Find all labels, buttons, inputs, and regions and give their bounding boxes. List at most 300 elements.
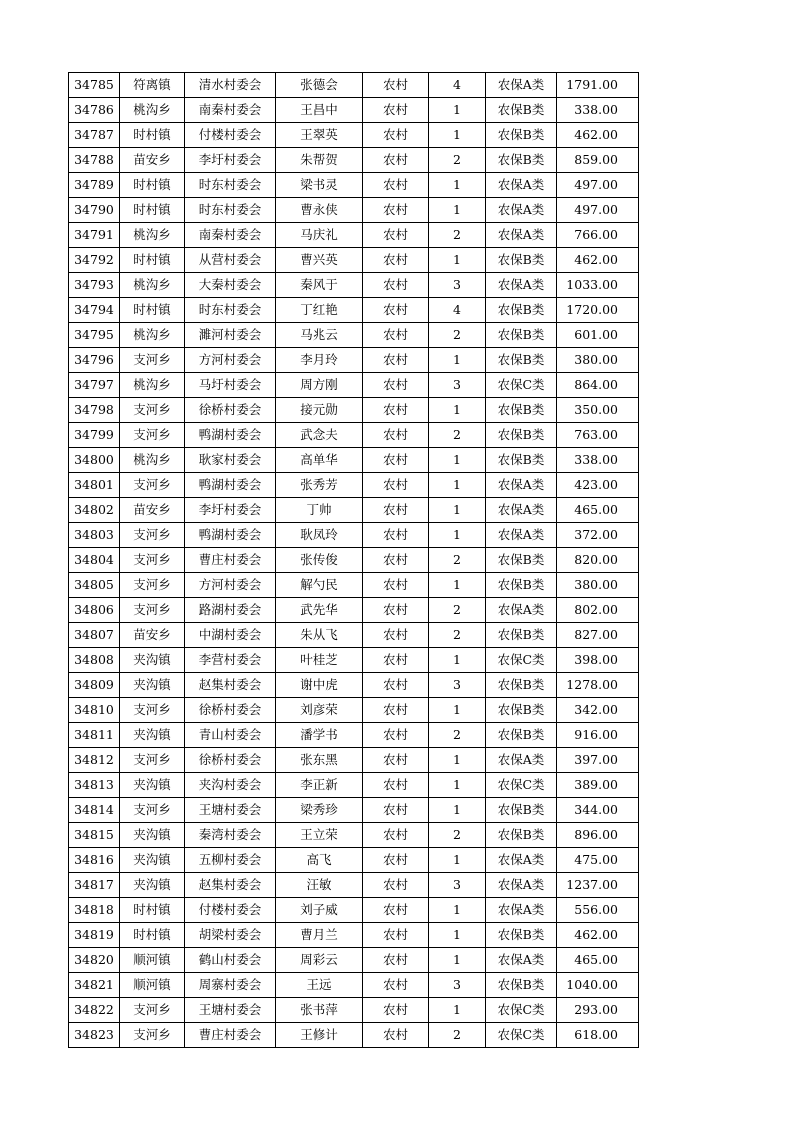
name-cell: 高飞 [276,848,363,873]
table-row [69,748,639,773]
village-committee-cell: 王塘村委会 [185,798,276,823]
village-committee-cell: 五柳村委会 [185,848,276,873]
name-cell: 曹永侠 [276,198,363,223]
amount-cell: 1791.00 [557,73,639,98]
household-size-cell: 2 [429,1023,486,1048]
village-committee-cell: 鸭湖村委会 [185,473,276,498]
household-size-cell: 1 [429,98,486,123]
category-cell: 农村 [363,398,429,423]
household-size-cell: 1 [429,448,486,473]
table-row [69,373,639,398]
insurance-type-cell: 农保C类 [486,373,557,398]
household-size-cell: 2 [429,598,486,623]
household-size-cell: 1 [429,173,486,198]
amount-cell: 398.00 [557,648,639,673]
table-row [69,898,639,923]
record-number-cell: 34808 [69,648,120,673]
name-cell: 王翠英 [276,123,363,148]
amount-cell: 293.00 [557,998,639,1023]
village-committee-cell: 大秦村委会 [185,273,276,298]
record-number-cell: 34791 [69,223,120,248]
name-cell: 潘学书 [276,723,363,748]
household-size-cell: 1 [429,523,486,548]
table-row [69,773,639,798]
table-row [69,648,639,673]
name-cell: 李正新 [276,773,363,798]
insurance-type-cell: 农保B类 [486,123,557,148]
amount-cell: 859.00 [557,148,639,173]
category-cell: 农村 [363,473,429,498]
amount-cell: 556.00 [557,898,639,923]
household-size-cell: 2 [429,423,486,448]
village-committee-cell: 马圩村委会 [185,373,276,398]
household-size-cell: 1 [429,248,486,273]
household-size-cell: 3 [429,973,486,998]
household-size-cell: 1 [429,348,486,373]
insurance-type-cell: 农保B类 [486,348,557,373]
name-cell: 刘子威 [276,898,363,923]
amount-cell: 497.00 [557,173,639,198]
township-cell: 夹沟镇 [120,873,185,898]
insurance-type-cell: 农保B类 [486,448,557,473]
township-cell: 夹沟镇 [120,848,185,873]
category-cell: 农村 [363,573,429,598]
amount-cell: 1040.00 [557,973,639,998]
household-size-cell: 2 [429,623,486,648]
name-cell: 梁秀珍 [276,798,363,823]
name-cell: 周方刚 [276,373,363,398]
table-row [69,423,639,448]
amount-cell: 380.00 [557,573,639,598]
table-row [69,573,639,598]
table-row [69,1023,639,1048]
category-cell: 农村 [363,948,429,973]
category-cell: 农村 [363,923,429,948]
township-cell: 支河乡 [120,523,185,548]
village-committee-cell: 赵集村委会 [185,673,276,698]
household-size-cell: 1 [429,848,486,873]
amount-cell: 1720.00 [557,298,639,323]
insurance-type-cell: 农保A类 [486,873,557,898]
record-number-cell: 34800 [69,448,120,473]
village-committee-cell: 李圩村委会 [185,148,276,173]
name-cell: 马庆礼 [276,223,363,248]
record-number-cell: 34799 [69,423,120,448]
record-number-cell: 34814 [69,798,120,823]
name-cell: 解勺民 [276,573,363,598]
category-cell: 农村 [363,623,429,648]
township-cell: 时村镇 [120,173,185,198]
village-committee-cell: 李圩村委会 [185,498,276,523]
amount-cell: 380.00 [557,348,639,373]
township-cell: 顺河镇 [120,973,185,998]
record-number-cell: 34795 [69,323,120,348]
village-committee-cell: 曹庄村委会 [185,1023,276,1048]
record-number-cell: 34819 [69,923,120,948]
insurance-type-cell: 农保A类 [486,498,557,523]
name-cell: 张传俊 [276,548,363,573]
village-committee-cell: 周寨村委会 [185,973,276,998]
township-cell: 桃沟乡 [120,223,185,248]
insurance-type-cell: 农保B类 [486,548,557,573]
household-size-cell: 1 [429,648,486,673]
township-cell: 苗安乡 [120,498,185,523]
name-cell: 梁书灵 [276,173,363,198]
category-cell: 农村 [363,548,429,573]
amount-cell: 465.00 [557,948,639,973]
table-row [69,823,639,848]
category-cell: 农村 [363,673,429,698]
name-cell: 接元勋 [276,398,363,423]
name-cell: 朱从飞 [276,623,363,648]
household-size-cell: 1 [429,398,486,423]
record-number-cell: 34811 [69,723,120,748]
township-cell: 苗安乡 [120,623,185,648]
amount-cell: 802.00 [557,598,639,623]
village-committee-cell: 夹沟村委会 [185,773,276,798]
name-cell: 武先华 [276,598,363,623]
amount-cell: 497.00 [557,198,639,223]
household-size-cell: 1 [429,948,486,973]
household-size-cell: 2 [429,223,486,248]
village-committee-cell: 路湖村委会 [185,598,276,623]
amount-cell: 763.00 [557,423,639,448]
record-number-cell: 34809 [69,673,120,698]
table-row [69,223,639,248]
household-size-cell: 1 [429,798,486,823]
household-size-cell: 1 [429,473,486,498]
record-number-cell: 34812 [69,748,120,773]
village-committee-cell: 赵集村委会 [185,873,276,898]
township-cell: 桃沟乡 [120,448,185,473]
insurance-type-cell: 农保A类 [486,273,557,298]
insurance-type-cell: 农保B类 [486,298,557,323]
name-cell: 叶桂芝 [276,648,363,673]
table-row [69,598,639,623]
township-cell: 苗安乡 [120,148,185,173]
village-committee-cell: 王塘村委会 [185,998,276,1023]
township-cell: 时村镇 [120,923,185,948]
record-number-cell: 34807 [69,623,120,648]
village-committee-cell: 方河村委会 [185,348,276,373]
amount-cell: 618.00 [557,1023,639,1048]
household-size-cell: 1 [429,123,486,148]
village-committee-cell: 李营村委会 [185,648,276,673]
amount-cell: 1033.00 [557,273,639,298]
name-cell: 王立荣 [276,823,363,848]
name-cell: 汪敏 [276,873,363,898]
table-row [69,198,639,223]
township-cell: 支河乡 [120,548,185,573]
township-cell: 支河乡 [120,573,185,598]
township-cell: 支河乡 [120,398,185,423]
category-cell: 农村 [363,498,429,523]
record-number-cell: 34793 [69,273,120,298]
amount-cell: 465.00 [557,498,639,523]
name-cell: 曹月兰 [276,923,363,948]
village-committee-cell: 付楼村委会 [185,898,276,923]
name-cell: 王昌中 [276,98,363,123]
table-row [69,248,639,273]
village-committee-cell: 徐桥村委会 [185,748,276,773]
record-number-cell: 34789 [69,173,120,198]
record-number-cell: 34802 [69,498,120,523]
category-cell: 农村 [363,73,429,98]
category-cell: 农村 [363,223,429,248]
village-committee-cell: 南秦村委会 [185,223,276,248]
category-cell: 农村 [363,423,429,448]
table-row [69,723,639,748]
insurance-type-cell: 农保A类 [486,173,557,198]
category-cell: 农村 [363,273,429,298]
village-committee-cell: 胡梁村委会 [185,923,276,948]
village-committee-cell: 徐桥村委会 [185,698,276,723]
category-cell: 农村 [363,798,429,823]
amount-cell: 864.00 [557,373,639,398]
name-cell: 秦风于 [276,273,363,298]
record-number-cell: 34806 [69,598,120,623]
record-number-cell: 34805 [69,573,120,598]
household-size-cell: 4 [429,73,486,98]
village-committee-cell: 从营村委会 [185,248,276,273]
name-cell: 谢中虎 [276,673,363,698]
record-number-cell: 34794 [69,298,120,323]
village-committee-cell: 时东村委会 [185,198,276,223]
insurance-type-cell: 农保C类 [486,773,557,798]
name-cell: 王远 [276,973,363,998]
name-cell: 张东黑 [276,748,363,773]
household-size-cell: 1 [429,573,486,598]
category-cell: 农村 [363,823,429,848]
township-cell: 桃沟乡 [120,323,185,348]
amount-cell: 1278.00 [557,673,639,698]
village-committee-cell: 耿家村委会 [185,448,276,473]
village-committee-cell: 青山村委会 [185,723,276,748]
name-cell: 武念夫 [276,423,363,448]
table-row [69,523,639,548]
amount-cell: 820.00 [557,548,639,573]
name-cell: 王修计 [276,1023,363,1048]
village-committee-cell: 南秦村委会 [185,98,276,123]
household-size-cell: 3 [429,373,486,398]
village-committee-cell: 时东村委会 [185,298,276,323]
insurance-type-cell: 农保A类 [486,73,557,98]
amount-cell: 342.00 [557,698,639,723]
category-cell: 农村 [363,523,429,548]
township-cell: 时村镇 [120,898,185,923]
table-row [69,998,639,1023]
record-number-cell: 34818 [69,898,120,923]
table-row [69,498,639,523]
table-row [69,473,639,498]
household-size-cell: 2 [429,548,486,573]
township-cell: 支河乡 [120,473,185,498]
township-cell: 支河乡 [120,798,185,823]
record-number-cell: 34786 [69,98,120,123]
township-cell: 支河乡 [120,1023,185,1048]
household-size-cell: 1 [429,923,486,948]
amount-cell: 372.00 [557,523,639,548]
category-cell: 农村 [363,123,429,148]
table-row [69,273,639,298]
amount-cell: 601.00 [557,323,639,348]
insurance-type-cell: 农保A类 [486,948,557,973]
township-cell: 支河乡 [120,348,185,373]
village-committee-cell: 徐桥村委会 [185,398,276,423]
household-size-cell: 3 [429,673,486,698]
record-number-cell: 34810 [69,698,120,723]
table-row [69,698,639,723]
insurance-type-cell: 农保B类 [486,823,557,848]
record-number-cell: 34815 [69,823,120,848]
record-number-cell: 34792 [69,248,120,273]
record-number-cell: 34785 [69,73,120,98]
record-number-cell: 34820 [69,948,120,973]
household-size-cell: 3 [429,273,486,298]
record-number-cell: 34788 [69,148,120,173]
township-cell: 夹沟镇 [120,823,185,848]
township-cell: 符离镇 [120,73,185,98]
insurance-type-cell: 农保A类 [486,223,557,248]
name-cell: 朱帮贺 [276,148,363,173]
category-cell: 农村 [363,448,429,473]
category-cell: 农村 [363,873,429,898]
township-cell: 夹沟镇 [120,648,185,673]
insurance-type-cell: 农保B类 [486,423,557,448]
village-committee-cell: 曹庄村委会 [185,548,276,573]
village-committee-cell: 鸭湖村委会 [185,523,276,548]
record-number-cell: 34822 [69,998,120,1023]
category-cell: 农村 [363,898,429,923]
name-cell: 周彩云 [276,948,363,973]
record-number-cell: 34804 [69,548,120,573]
table-row [69,973,639,998]
insurance-type-cell: 农保B类 [486,623,557,648]
insurance-type-cell: 农保B类 [486,148,557,173]
household-size-cell: 3 [429,873,486,898]
category-cell: 农村 [363,373,429,398]
insurance-type-cell: 农保C类 [486,648,557,673]
village-committee-cell: 濉河村委会 [185,323,276,348]
village-committee-cell: 付楼村委会 [185,123,276,148]
insurance-type-cell: 农保B类 [486,573,557,598]
record-number-cell: 34816 [69,848,120,873]
amount-cell: 389.00 [557,773,639,798]
name-cell: 马兆云 [276,323,363,348]
insurance-type-cell: 农保A类 [486,598,557,623]
category-cell: 农村 [363,348,429,373]
table-row [69,923,639,948]
amount-cell: 896.00 [557,823,639,848]
township-cell: 支河乡 [120,998,185,1023]
household-size-cell: 1 [429,748,486,773]
village-committee-cell: 中湖村委会 [185,623,276,648]
township-cell: 夹沟镇 [120,723,185,748]
category-cell: 农村 [363,748,429,773]
insurance-type-cell: 农保A类 [486,898,557,923]
name-cell: 张德会 [276,73,363,98]
table-row [69,148,639,173]
township-cell: 时村镇 [120,123,185,148]
record-number-cell: 34813 [69,773,120,798]
household-size-cell: 2 [429,723,486,748]
record-number-cell: 34796 [69,348,120,373]
township-cell: 夹沟镇 [120,673,185,698]
table-row [69,298,639,323]
amount-cell: 423.00 [557,473,639,498]
category-cell: 农村 [363,148,429,173]
insurance-type-cell: 农保B类 [486,973,557,998]
table-row [69,348,639,373]
household-size-cell: 1 [429,898,486,923]
insurance-type-cell: 农保B类 [486,323,557,348]
record-number-cell: 34790 [69,198,120,223]
amount-cell: 462.00 [557,923,639,948]
household-size-cell: 2 [429,323,486,348]
township-cell: 夹沟镇 [120,773,185,798]
household-size-cell: 1 [429,773,486,798]
category-cell: 农村 [363,848,429,873]
name-cell: 曹兴英 [276,248,363,273]
amount-cell: 344.00 [557,798,639,823]
category-cell: 农村 [363,173,429,198]
township-cell: 桃沟乡 [120,373,185,398]
village-committee-cell: 时东村委会 [185,173,276,198]
category-cell: 农村 [363,323,429,348]
township-cell: 支河乡 [120,423,185,448]
township-cell: 时村镇 [120,198,185,223]
name-cell: 刘彦荣 [276,698,363,723]
category-cell: 农村 [363,298,429,323]
table-body [69,73,639,1048]
village-committee-cell: 清水村委会 [185,73,276,98]
insurance-type-cell: 农保A类 [486,198,557,223]
record-number-cell: 34787 [69,123,120,148]
village-committee-cell: 鹤山村委会 [185,948,276,973]
township-cell: 桃沟乡 [120,273,185,298]
insurance-type-cell: 农保B类 [486,98,557,123]
category-cell: 农村 [363,598,429,623]
amount-cell: 350.00 [557,398,639,423]
category-cell: 农村 [363,698,429,723]
household-size-cell: 2 [429,823,486,848]
township-cell: 时村镇 [120,248,185,273]
category-cell: 农村 [363,248,429,273]
insurance-type-cell: 农保A类 [486,523,557,548]
insurance-type-cell: 农保B类 [486,923,557,948]
insurance-type-cell: 农保A类 [486,473,557,498]
table-row [69,323,639,348]
village-committee-cell: 方河村委会 [185,573,276,598]
village-committee-cell: 秦湾村委会 [185,823,276,848]
name-cell: 张秀芳 [276,473,363,498]
record-number-cell: 34798 [69,398,120,423]
record-number-cell: 34801 [69,473,120,498]
table-row [69,848,639,873]
table-row [69,398,639,423]
township-cell: 支河乡 [120,698,185,723]
amount-cell: 475.00 [557,848,639,873]
amount-cell: 1237.00 [557,873,639,898]
category-cell: 农村 [363,773,429,798]
insurance-type-cell: 农保B类 [486,398,557,423]
amount-cell: 462.00 [557,123,639,148]
insurance-type-cell: 农保B类 [486,723,557,748]
insurance-type-cell: 农保C类 [486,1023,557,1048]
name-cell: 耿凤玲 [276,523,363,548]
household-size-cell: 1 [429,998,486,1023]
table-row [69,948,639,973]
